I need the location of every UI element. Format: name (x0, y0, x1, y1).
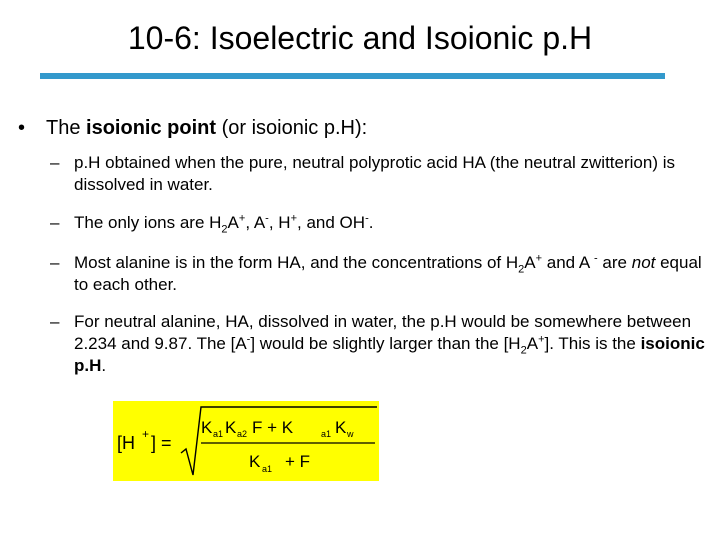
sub-bullet-1-text: p.H obtained when the pure, neutral polyprotic acid HA (the neutral zwitterion) is dissolved in water. (74, 153, 675, 194)
num-a1: a1 (213, 429, 224, 439)
superscript: + (238, 212, 246, 225)
superscript: - (365, 212, 369, 225)
text-run: ]. This is the (544, 334, 641, 353)
text-run: equal to each other. (74, 253, 702, 294)
text-run: Most alanine is in the form HA, and the concentrations of H (74, 253, 519, 272)
formula-lhs-sup: + (142, 427, 150, 441)
superscript: - (265, 212, 269, 225)
text-run: ] would be slightly larger than the [H (250, 334, 521, 353)
text-run: . (101, 356, 107, 375)
bullet-term: isoionic point (86, 117, 217, 139)
text-run: , A (245, 213, 266, 232)
isoionic-ph-formula (113, 401, 379, 481)
formula-lhs-close: ] = (151, 433, 172, 453)
num-a1b: a1 (321, 429, 332, 439)
isoionic-ph-term: isoionic p.H (74, 334, 705, 375)
text-run: . (368, 213, 374, 232)
dash-marker: – (50, 153, 60, 172)
sub-bullet-4 (50, 311, 714, 377)
num-kw: K (335, 418, 347, 437)
formula-box (113, 401, 379, 481)
text-run: A (526, 334, 539, 353)
text-run: and A (542, 253, 595, 272)
sub-bullet-3 (50, 252, 714, 296)
text-run: , and OH (297, 213, 366, 232)
text-run: The only ions are H (74, 213, 222, 232)
bullet-prefix: The (46, 117, 87, 139)
num-w: w (347, 429, 354, 439)
slide-title: 10-6: Isoelectric and Isoionic p.H (127, 20, 593, 56)
text-run: , H (268, 213, 291, 232)
superscript: + (290, 212, 298, 225)
formula-lhs-open: [H (117, 433, 135, 453)
superscript: + (538, 333, 545, 346)
bullet-suffix: (or isoionic p.H): (216, 117, 368, 139)
sub-bullet-2 (50, 212, 714, 234)
num-k2: K (225, 418, 237, 437)
subscript: 2 (221, 223, 228, 236)
main-bullet (18, 114, 367, 142)
text-run: A (524, 253, 536, 272)
den-k: K (249, 452, 261, 471)
dash-marker: – (50, 312, 60, 331)
subscript: 2 (520, 344, 527, 357)
den-plus-f: + F (285, 452, 311, 471)
text-run: A (227, 213, 239, 232)
title-underline (40, 73, 665, 79)
num-f-plus-k: F + K (252, 418, 294, 437)
text-run: are (597, 253, 632, 272)
dash-marker: – (50, 213, 60, 232)
text-run: For neutral alanine, HA, dissolved in water, the p.H would be somewhere between 2.234 and 9.87. The [A (74, 312, 692, 353)
num-k1: K (201, 418, 213, 437)
dash-marker: – (50, 253, 60, 272)
superscript: - (594, 252, 598, 265)
num-a2: a2 (237, 429, 248, 439)
bullet-marker: • (18, 117, 26, 139)
den-a1: a1 (262, 464, 273, 474)
emphasis-not: not (631, 253, 656, 272)
subscript: 2 (518, 263, 525, 276)
superscript: + (535, 252, 543, 265)
sub-bullet-1 (50, 152, 714, 196)
superscript: - (246, 333, 251, 346)
